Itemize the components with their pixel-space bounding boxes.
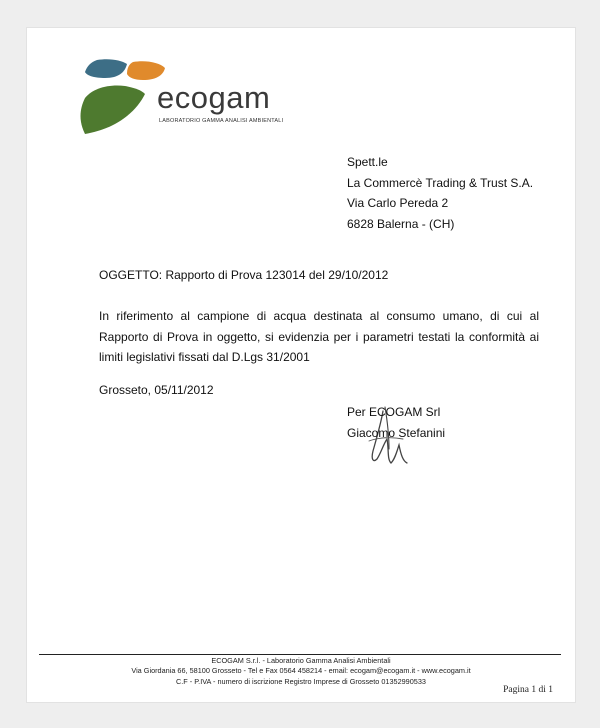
logo-wordmark: ecogam — [157, 80, 271, 115]
recipient-address — [347, 152, 533, 234]
recipient-line: Via Carlo Pereda 2 — [347, 196, 449, 210]
signoff-block — [347, 402, 445, 443]
letterhead-footer — [27, 656, 575, 687]
logo-leaf-icon — [75, 58, 165, 136]
footer-line: Via Giordania 66, 58100 Grosseto - Tel e Fax 0564 458214 - email: ecogam@ecogam.it - www.ecogam.it — [131, 666, 471, 676]
company-logo — [75, 58, 284, 136]
footer-divider — [39, 654, 561, 655]
recipient-line: La Commercè Trading & Trust S.A. — [347, 175, 534, 190]
signoff-company: Per ECOGAM Srl — [347, 405, 441, 419]
letter-page — [26, 27, 576, 703]
logo-tagline: LABORATORIO GAMMA ANALISI AMBIENTALI — [159, 118, 284, 124]
signoff-name: Giacomo Stefanini — [347, 425, 446, 440]
place-date: Grosseto, 05/11/2012 — [99, 383, 214, 397]
recipient-line: 6828 Balerna - (CH) — [347, 216, 455, 231]
letter-body: In riferimento al campione di acqua destinata al consumo umano, di cui al Rapporto di Prova in oggetto, si evidenzia per i parametri testati la conformità ai limiti legislativi fissati dal D.Lgs 31/2001 — [99, 309, 539, 364]
footer-line: ECOGAM S.r.l. - Laboratorio Gamma Analisi Ambientali — [211, 656, 391, 665]
recipient-line: Spett.le — [347, 155, 388, 169]
page-number: Pagina 1 di 1 — [503, 685, 553, 695]
footer-line: C.F - P.IVA - numero di iscrizione Registro Imprese di Grosseto 01352990533 — [176, 676, 426, 686]
letter-subject: OGGETTO: Rapporto di Prova 123014 del 29/10/2012 — [99, 268, 389, 282]
